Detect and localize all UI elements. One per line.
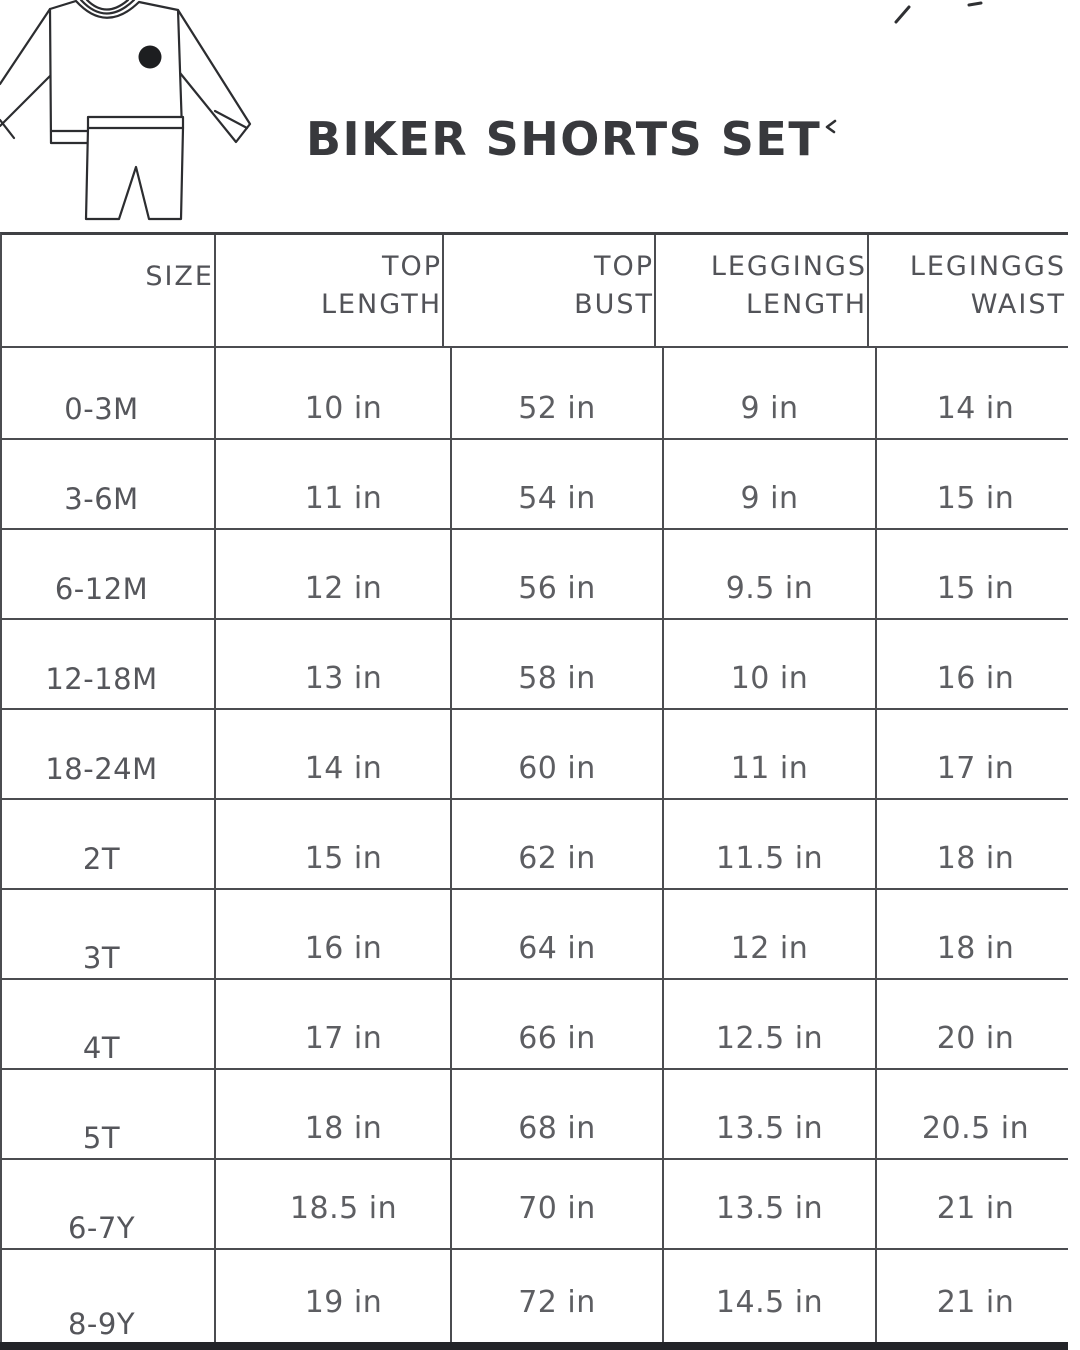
leggings-length-value: 9 in — [664, 348, 877, 438]
shorts-body — [86, 117, 183, 219]
size-label: 4T — [0, 980, 216, 1068]
slash-mark-icon — [890, 2, 916, 28]
leggings-length-value: 12 in — [664, 890, 877, 978]
table-row — [2, 800, 1068, 890]
top-bust-value: 58 in — [452, 620, 664, 708]
leggings-length-value: 13.5 in — [664, 1070, 877, 1158]
size-label: 3-6M — [0, 440, 216, 528]
header-cell-leggings-waist — [869, 235, 1066, 346]
leggings-waist-value: 14 in — [936, 391, 1015, 426]
header-label: TOP — [593, 251, 654, 282]
header-label: LEGGINGS — [710, 251, 867, 282]
size-label: 6-7Y — [0, 1160, 216, 1248]
bottom-border-bar — [0, 1342, 1068, 1350]
leggings-length-value: 13.5 in — [664, 1160, 877, 1248]
top-length-value: 16 in — [237, 890, 452, 978]
dash-mark-icon — [964, 0, 986, 10]
top-length-value: 13 in — [237, 620, 452, 708]
top-length-value: 19 in — [237, 1250, 452, 1342]
size-label: 5T — [0, 1070, 216, 1158]
leggings-waist-value: 20 in — [936, 1021, 1015, 1056]
clothing-set-illustration — [0, 0, 270, 232]
table-row — [2, 1070, 1068, 1160]
header-label: LENGTH — [320, 289, 442, 320]
header-label: BUST — [574, 289, 654, 320]
header-label: LENGTH — [745, 289, 867, 320]
top-length-value: 17 in — [237, 980, 452, 1068]
header-label: SIZE — [145, 261, 214, 292]
chest-dot — [139, 46, 162, 69]
table-row — [2, 530, 1068, 620]
size-label: 0-3M — [0, 348, 216, 438]
leggings-waist-value: 18 in — [936, 931, 1015, 966]
table-row — [2, 890, 1068, 980]
table-row — [2, 440, 1068, 530]
table-header-row — [2, 235, 1068, 348]
left-cuff-line — [0, 120, 14, 138]
top-bust-value: 54 in — [452, 440, 664, 528]
leggings-length-value: 11.5 in — [664, 800, 877, 888]
leggings-waist-value: 21 in — [936, 1285, 1015, 1320]
top-length-value: 10 in — [237, 348, 452, 438]
header-label: LEGINGGS — [909, 251, 1066, 282]
table-row — [2, 620, 1068, 710]
left-sleeve — [0, 9, 50, 84]
table-row — [2, 348, 1068, 440]
leggings-waist-value: 21 in — [936, 1191, 1015, 1226]
size-chart-table — [0, 232, 1068, 1342]
header-label: WAIST — [970, 289, 1066, 320]
header-cell-top-bust — [444, 235, 656, 346]
top-bust-value: 52 in — [452, 348, 664, 438]
page-title: BIKER SHORTS SET — [306, 112, 822, 166]
table-row — [2, 1250, 1068, 1342]
top-length-value: 18 in — [237, 1070, 452, 1158]
leggings-waist-value: 15 in — [936, 571, 1015, 606]
top-length-value: 15 in — [237, 800, 452, 888]
right-sleeve — [176, 10, 250, 142]
leggings-length-value: 14.5 in — [664, 1250, 877, 1342]
header-label: TOP — [381, 251, 442, 282]
table-row — [2, 1160, 1068, 1250]
leggings-waist-value: 20.5 in — [921, 1111, 1030, 1146]
top-length-value: 18.5 in — [237, 1160, 452, 1248]
top-bust-value: 56 in — [452, 530, 664, 618]
size-label: 8-9Y — [0, 1250, 216, 1342]
size-label: 2T — [0, 800, 216, 888]
leggings-waist-value: 17 in — [936, 751, 1015, 786]
leggings-length-value: 9 in — [664, 440, 877, 528]
size-label: 12-18M — [0, 620, 216, 708]
table-row — [2, 710, 1068, 800]
top-bust-value: 70 in — [452, 1160, 664, 1248]
top-bust-value: 72 in — [452, 1250, 664, 1342]
table-row — [2, 980, 1068, 1070]
size-label: 3T — [0, 890, 216, 978]
angle-mark-icon — [822, 116, 842, 138]
top-bust-value: 68 in — [452, 1070, 664, 1158]
size-label: 6-12M — [0, 530, 216, 618]
leggings-length-value: 10 in — [664, 620, 877, 708]
header-cell-leggings-length — [656, 235, 869, 346]
top-length-value: 11 in — [237, 440, 452, 528]
leggings-waist-value: 15 in — [936, 481, 1015, 516]
top-length-value: 12 in — [237, 530, 452, 618]
top-bust-value: 60 in — [452, 710, 664, 798]
header-cell-top-length — [229, 235, 444, 346]
table-body — [2, 348, 1068, 1342]
leggings-waist-value: 18 in — [936, 841, 1015, 876]
top-bust-value: 62 in — [452, 800, 664, 888]
header-cell-size — [0, 235, 216, 346]
size-label: 18-24M — [0, 710, 216, 798]
leggings-waist-value: 16 in — [936, 661, 1015, 696]
top-length-value: 14 in — [237, 710, 452, 798]
leggings-length-value: 9.5 in — [664, 530, 877, 618]
top-bust-value: 64 in — [452, 890, 664, 978]
leggings-length-value: 12.5 in — [664, 980, 877, 1068]
leggings-length-value: 11 in — [664, 710, 877, 798]
top-bust-value: 66 in — [452, 980, 664, 1068]
